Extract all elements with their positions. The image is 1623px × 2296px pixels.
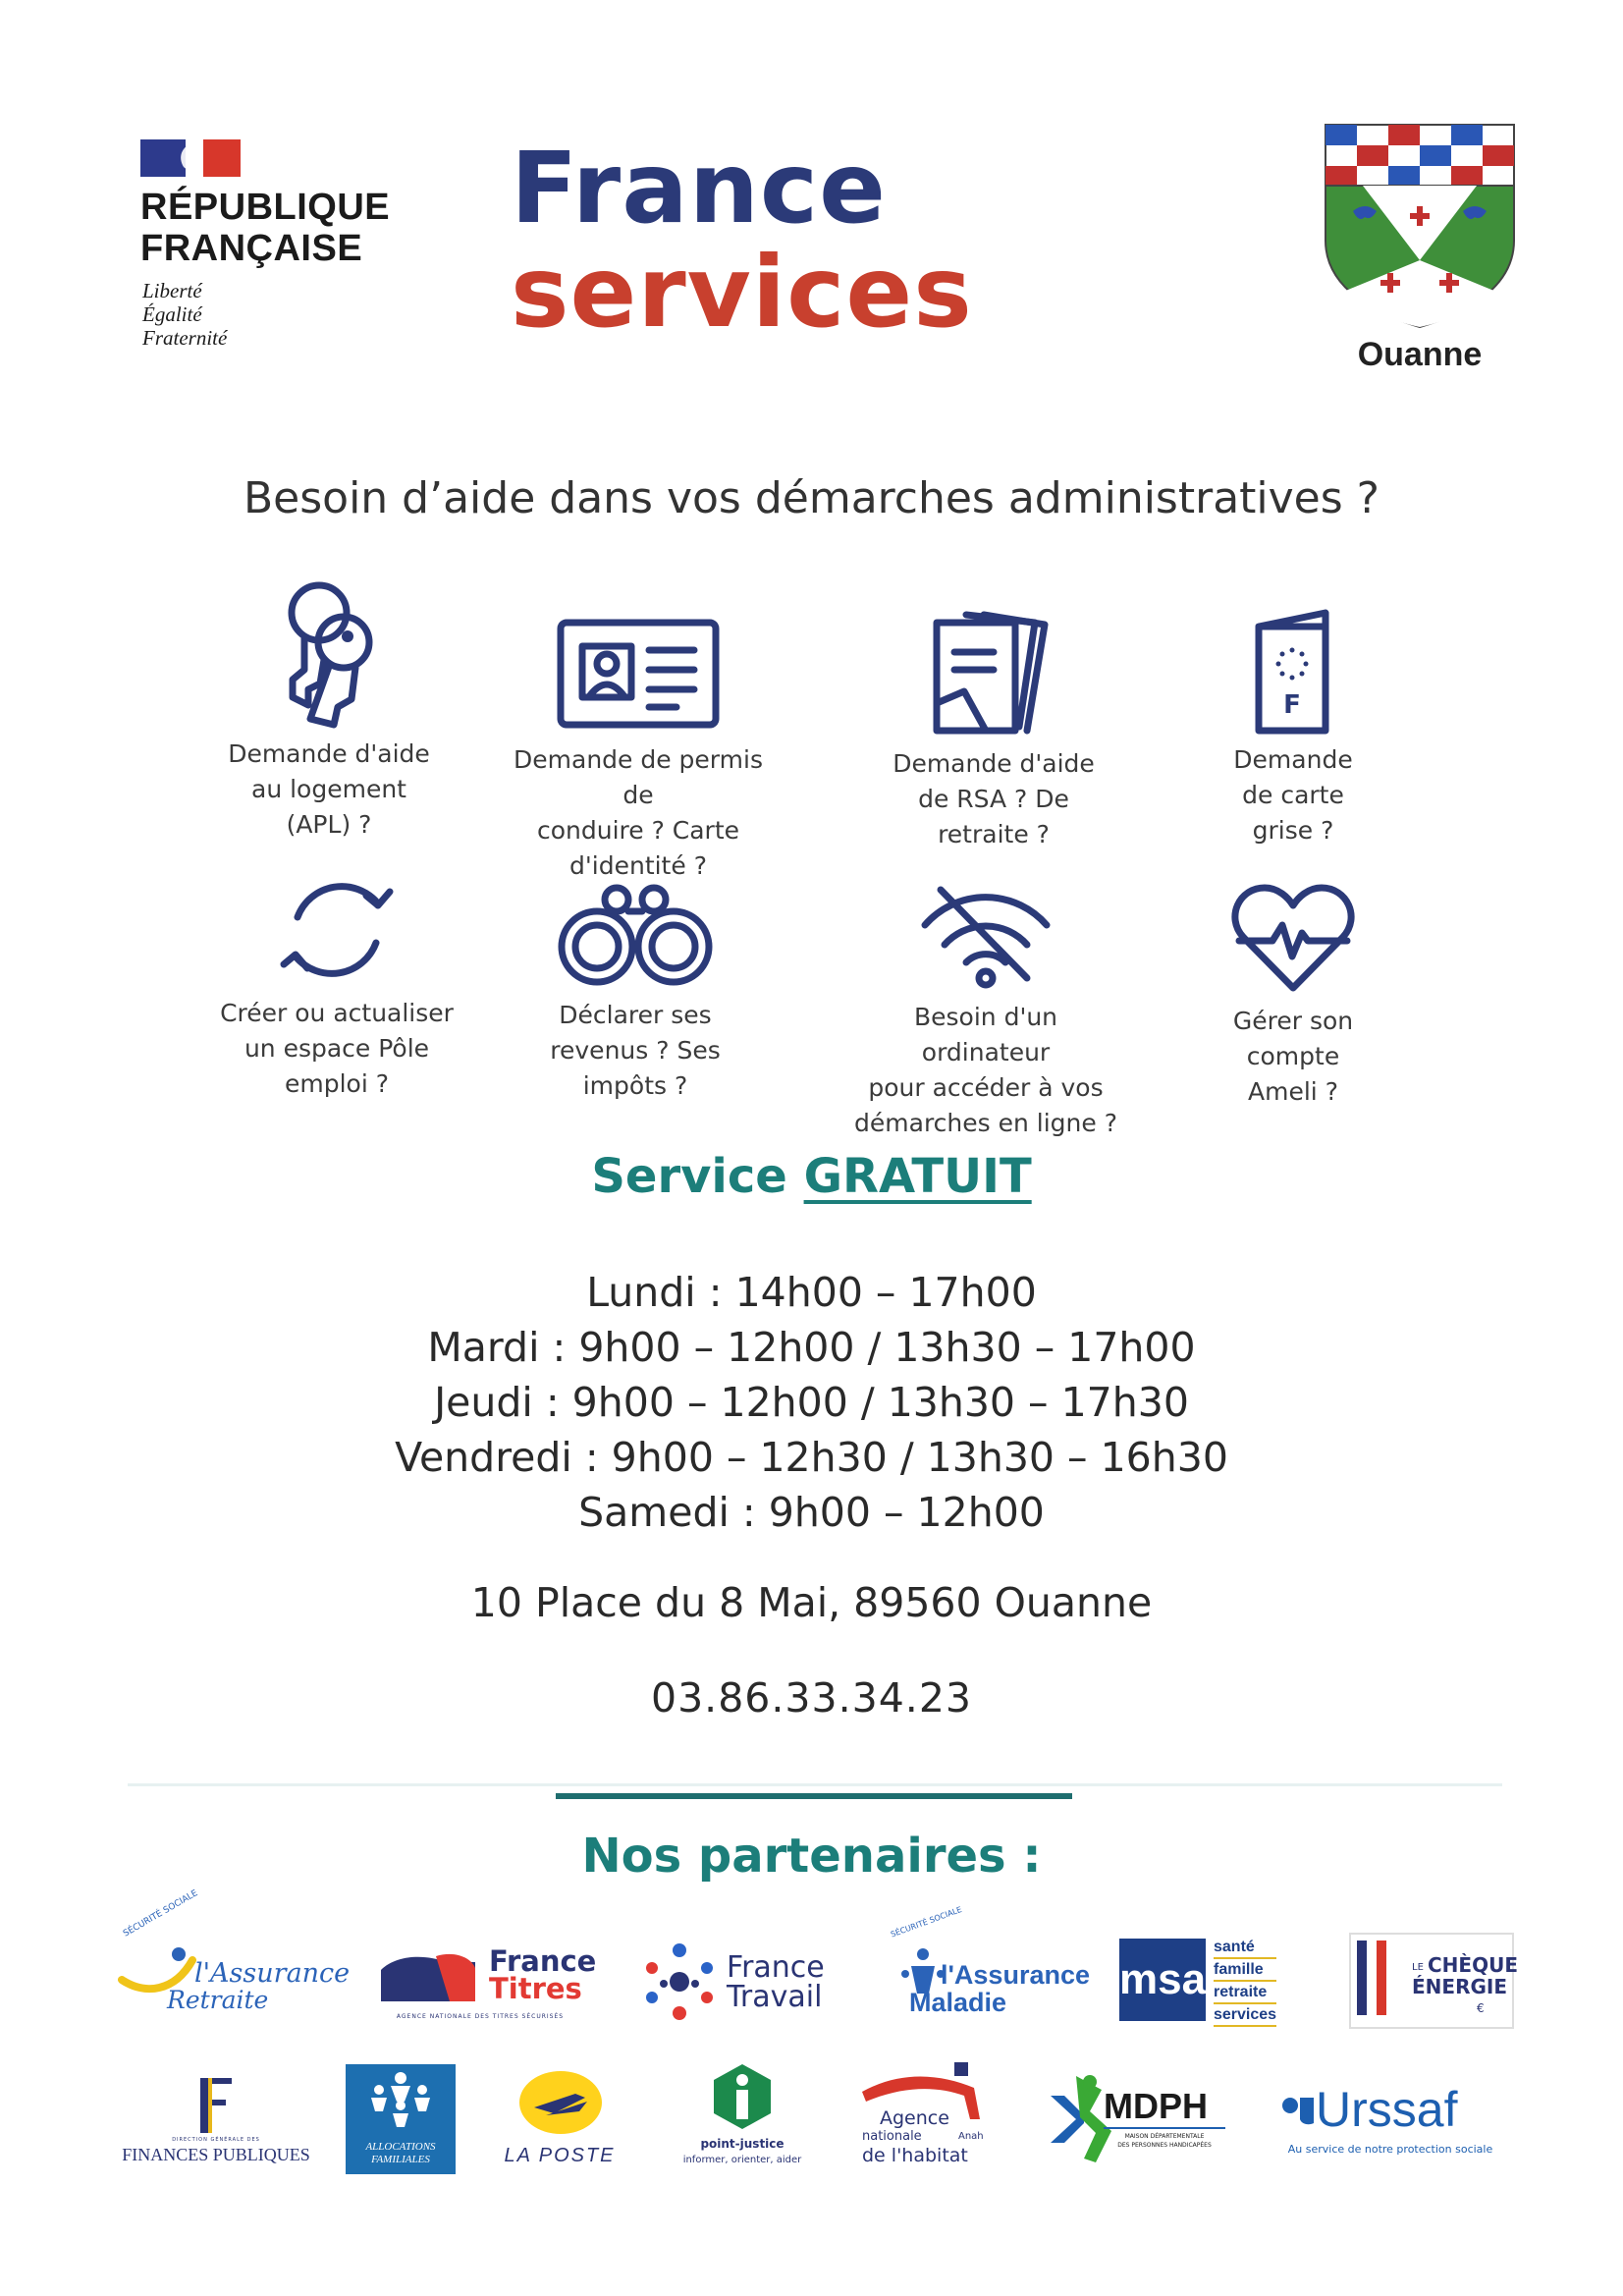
no-wifi-icon xyxy=(917,884,1055,990)
partners-title: Nos partenaires : xyxy=(581,1829,1042,1884)
logo-caf: ALLOCATIONS FAMILIALES xyxy=(346,2064,456,2174)
service-computer-access: Besoin d'un ordinateur pour accéder à vos démarches en ligne ? xyxy=(853,884,1118,1141)
logo-assurance-retraite: SÉCURITÉ SOCIALE l'Assurance Retraite xyxy=(116,1931,338,2019)
service-registration-card: F Demande de carte grise ? xyxy=(1161,609,1426,848)
keys-icon xyxy=(265,581,393,729)
france-services-title-france: France xyxy=(511,131,888,246)
point-justice-info-icon xyxy=(710,2062,775,2131)
hours-saturday: Samedi : 9h00 – 12h00 xyxy=(578,1489,1045,1536)
documents-icon xyxy=(925,609,1062,737)
headline: Besoin d’aide dans vos démarches administratives ? xyxy=(243,473,1380,523)
free-service-banner: Service GRATUIT xyxy=(591,1149,1032,1204)
republique-francaise-flag xyxy=(140,139,241,177)
logo-cheque-energie: LE CHÈQUE ÉNERGIE € xyxy=(1349,1933,1512,2027)
logo-msa: msa santé famille retraite services xyxy=(1119,1937,1296,2025)
opening-hours xyxy=(0,1265,1623,1540)
service-license-id: Demande de permis de conduire ? Carte d'identité ? xyxy=(506,617,771,884)
republique-motto: Liberté Égalité Fraternité xyxy=(142,279,228,350)
binoculars-icon xyxy=(552,882,719,988)
republique-francaise-title: RÉPUBLIQUE FRANÇAISE xyxy=(140,187,391,269)
msa-mark: msa xyxy=(1119,1939,1206,2021)
free-emphasis: GRATUIT xyxy=(803,1149,1032,1204)
passport-icon xyxy=(1249,609,1337,738)
logo-finances-publiques: DIRECTION GÉNÉRALE DES FINANCES PUBLIQUES xyxy=(118,2072,314,2166)
logo-france-titres: France Titres AGENCE NATIONALE DES TITRES SÉCURISÉS xyxy=(377,1944,583,2025)
service-ameli: Gérer son compte Ameli ? xyxy=(1161,882,1426,1110)
section-divider xyxy=(556,1793,1072,1799)
service-pole-emploi: Créer ou actualiser un espace Pôle emploi ? xyxy=(204,874,469,1102)
france-travail-dots-icon xyxy=(642,1941,717,2023)
ouanne-coat-of-arms-icon xyxy=(1324,123,1516,329)
logo-mdph: MDPH MAISON DÉPARTEMENTALE DES PERSONNES HANDICAPÉES xyxy=(1047,2072,1223,2166)
dgfip-f-mark-icon xyxy=(185,2072,243,2135)
address: 10 Place du 8 Mai, 89560 Ouanne xyxy=(470,1579,1153,1626)
la-poste-bird-icon xyxy=(516,2068,605,2137)
logo-assurance-maladie: SÉCURITÉ SOCIALE l'Assurance Maladie xyxy=(890,1904,1090,2017)
id-card-icon xyxy=(555,617,722,731)
france-services-logo xyxy=(511,131,973,350)
divider-light xyxy=(128,1783,1502,1786)
marianne-profile-icon xyxy=(172,139,211,177)
svg-text:F: F xyxy=(1283,690,1301,720)
heart-pulse-icon xyxy=(1229,882,1357,994)
service-rsa-retirement: Demande d'aide de RSA ? De retraite ? xyxy=(861,609,1126,852)
france-titres-mark-icon xyxy=(377,1948,475,2003)
caf-people-icon xyxy=(346,2064,456,2133)
logo-anah: Agence nationale Anah de l'habitat xyxy=(852,2056,1000,2174)
logo-france-travail: France Travail xyxy=(642,1939,825,2027)
urssaf-mark-icon xyxy=(1280,2094,1316,2129)
town-name: Ouanne xyxy=(1357,336,1483,373)
service-housing-aid: Demande d'aide au logement (APL) ? xyxy=(196,581,461,843)
hours-thursday: Jeudi : 9h00 – 12h00 / 13h30 – 17h30 xyxy=(434,1379,1189,1426)
france-services-title-services: services xyxy=(511,235,973,350)
hours-friday: Vendredi : 9h00 – 12h30 / 13h30 – 16h30 xyxy=(395,1434,1228,1481)
hours-monday: Lundi : 14h00 – 17h00 xyxy=(586,1269,1037,1316)
logo-point-justice: point-justice informer, orienter, aider xyxy=(664,2062,821,2170)
logo-la-poste: LA POSTE xyxy=(491,2068,628,2166)
logo-urssaf: Urssaf Au service de notre protection sociale xyxy=(1272,2086,1508,2164)
hours-tuesday: Mardi : 9h00 – 12h00 / 13h30 – 17h00 xyxy=(427,1324,1196,1371)
refresh-icon xyxy=(268,874,406,986)
service-taxes: Déclarer ses revenus ? Ses impôts ? xyxy=(503,882,768,1104)
phone-number: 03.86.33.34.23 xyxy=(651,1674,972,1722)
